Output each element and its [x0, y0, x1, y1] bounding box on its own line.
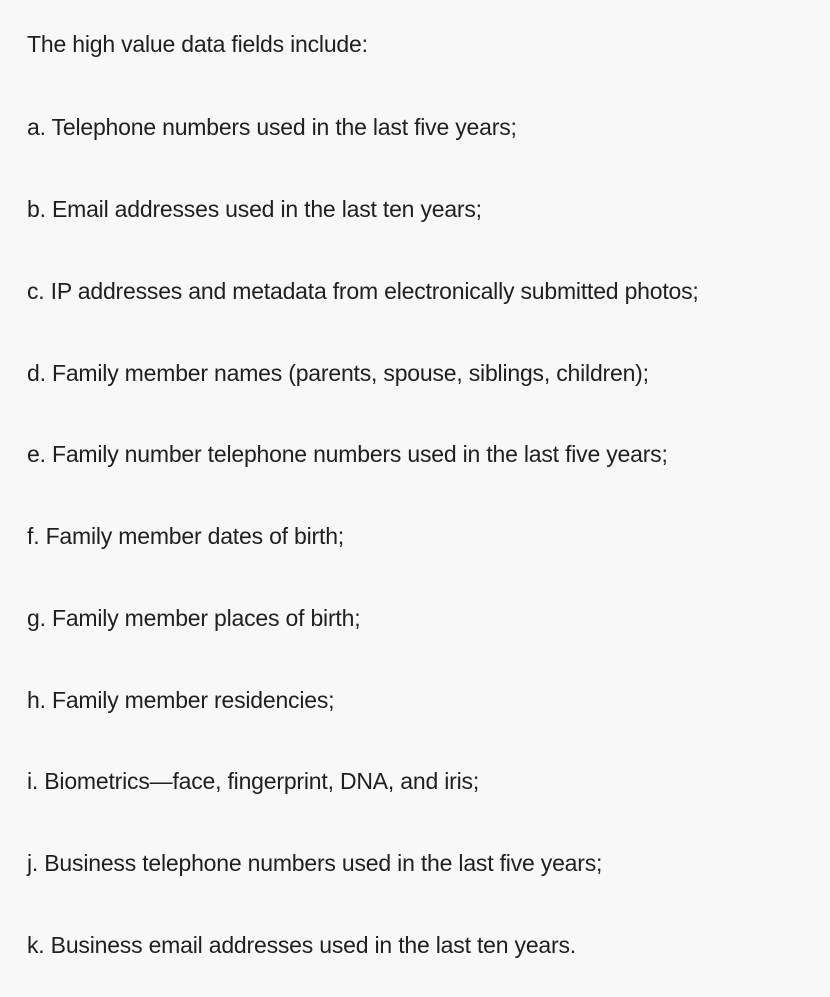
- list-item: c. IP addresses and metadata from electronically submitted photos;: [27, 278, 699, 304]
- list-item: k. Business email addresses used in the last ten years.: [27, 932, 576, 958]
- list-item: f. Family member dates of birth;: [27, 523, 344, 549]
- list-item: d. Family member names (parents, spouse, siblings, children);: [27, 360, 649, 386]
- document-body: [27, 28, 817, 958]
- list-item: b. Email addresses used in the last ten years;: [27, 196, 482, 222]
- list-item: j. Business telephone numbers used in the last five years;: [27, 850, 603, 876]
- list-item: i. Biometrics—face, fingerprint, DNA, and iris;: [27, 768, 480, 794]
- list-item: g. Family member places of birth;: [27, 605, 361, 631]
- list-item: h. Family member residencies;: [27, 687, 335, 713]
- list-item: e. Family number telephone numbers used in the last five years;: [27, 441, 668, 467]
- intro-text: The high value data fields include:: [27, 31, 368, 57]
- list-item: a. Telephone numbers used in the last five years;: [27, 114, 517, 140]
